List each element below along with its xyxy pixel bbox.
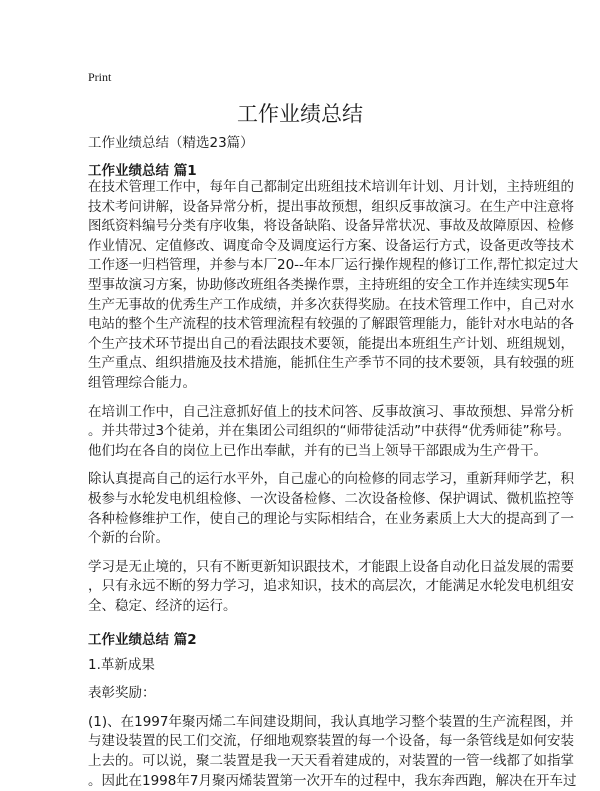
paragraph-line: 极参与水轮发电机组检修、一次设备检修、二次设备检修、保护调试、微机监控等: [88, 490, 574, 507]
paragraph: [88, 558, 574, 617]
paragraph-line: 生产无事故的优秀生产工作成绩，并多次获得奖励。在技术管理工作中，自己对水: [88, 296, 574, 313]
paragraph-line: 除认真提高自己的运行水平外，自己虚心的向检修的同志学习，重新拜师学艺，积: [88, 471, 574, 488]
paragraph-line: 在培训工作中，自己注意抓好值上的技术问答、反事故演习、事故预想、异常分析: [88, 403, 574, 420]
paragraph-line: 生产重点、组织措施及技术措施，能抓住生产季节不同的技术要领，具有较强的班: [88, 355, 574, 372]
print-link[interactable]: Print: [88, 70, 112, 84]
page-title: 工作业绩总结: [237, 102, 363, 126]
paragraph-line: 上去的。可以说，聚二装置是我一天天看着建成的，对装置的一管一线都了如指掌: [88, 752, 574, 769]
paragraph-line: 个生产技术环节提出自己的看法跟技术要领，能提出本班组生产计划、班组规划，: [88, 335, 574, 352]
paragraph-line: 电站的整个生产流程的技术管理流程有较强的了解跟管理能力，能针对水电站的各: [88, 316, 574, 333]
paragraph-line: 组管理综合能力。: [88, 374, 196, 391]
paragraph: [88, 470, 574, 548]
paragraph-line: 表彰奖励：: [88, 685, 156, 702]
section-heading: 工作业绩总结 篇1: [88, 163, 197, 179]
paragraph-line: 工作逐一归档管理，并参与本厂20--年本厂运行操作规程的修订工作,帮忙拟定过大: [88, 257, 579, 274]
paragraph-line: 。因此在1998年7月聚丙烯装置第一次开车的过程中，我东奔西跑，解决在开车过: [88, 772, 577, 789]
paragraph: [88, 656, 518, 676]
paragraph-line: 全、稳定、经济的运行。: [88, 597, 237, 614]
paragraph-line: 他们均在各自的岗位上已作出奉献，并有的已当上领导干部跟成为生产骨干。: [88, 442, 547, 459]
subtitle: 工作业绩总结（精选23篇）: [88, 135, 254, 151]
paragraph-line: 学习是无止境的，只有不断更新知识跟技术，才能跟上设备自动化日益发展的需要: [88, 558, 574, 575]
paragraph-line: 在技术管理工作中，每年自己都制定出班组技术培训年计划、月计划，主持班组的: [88, 179, 574, 195]
paragraph: [88, 713, 577, 791]
paragraph-line: 1.革新成果: [88, 656, 155, 673]
paragraph-line: 与建设装置的民工们交流，仔细地观察装置的每一个设备，每一条管线是如何安装: [88, 733, 574, 750]
paragraph-line: 各种检修维护工作，使自己的理论与实际相结合，在业务素质上大大的提高到了一: [88, 510, 574, 527]
paragraph-line: (1)、在1997年聚丙烯二车间建设期间，我认真地学习整个装置的生产流程图，并: [88, 713, 574, 730]
paragraph-line: 个新的台阶。: [88, 530, 169, 547]
paragraph-line: 。并共带过3个徒弟，并在集团公司组织的“师带徒活动”中获得“优秀师徒”称号。: [88, 423, 571, 440]
paragraph-line: 技术考问讲解，设备异常分析，提出事故预想，组织反事故演习。在生产中注意将: [88, 198, 574, 215]
paragraph: [88, 684, 518, 704]
paragraph: [88, 403, 574, 462]
paragraph-line: 图纸资料编号分类有序收集，将设备缺陷、设备异常状况、事故及故障原因、检修: [88, 218, 574, 235]
section-heading: 工作业绩总结 篇2: [88, 631, 197, 648]
paragraph-line: ，只有永远不断的努力学习，追求知识，技术的高层次，才能满足水轮发电机组安: [88, 578, 574, 595]
paragraph-line: 型事故演习方案，协助修改班组各类操作票，主持班组的安全工作并连续实现5年: [88, 276, 570, 293]
paragraph-line: 作业情况、定值修改、调度命令及调度运行方案、设备运行方式，设备更改等技术: [88, 237, 574, 254]
paragraph: [88, 178, 579, 394]
